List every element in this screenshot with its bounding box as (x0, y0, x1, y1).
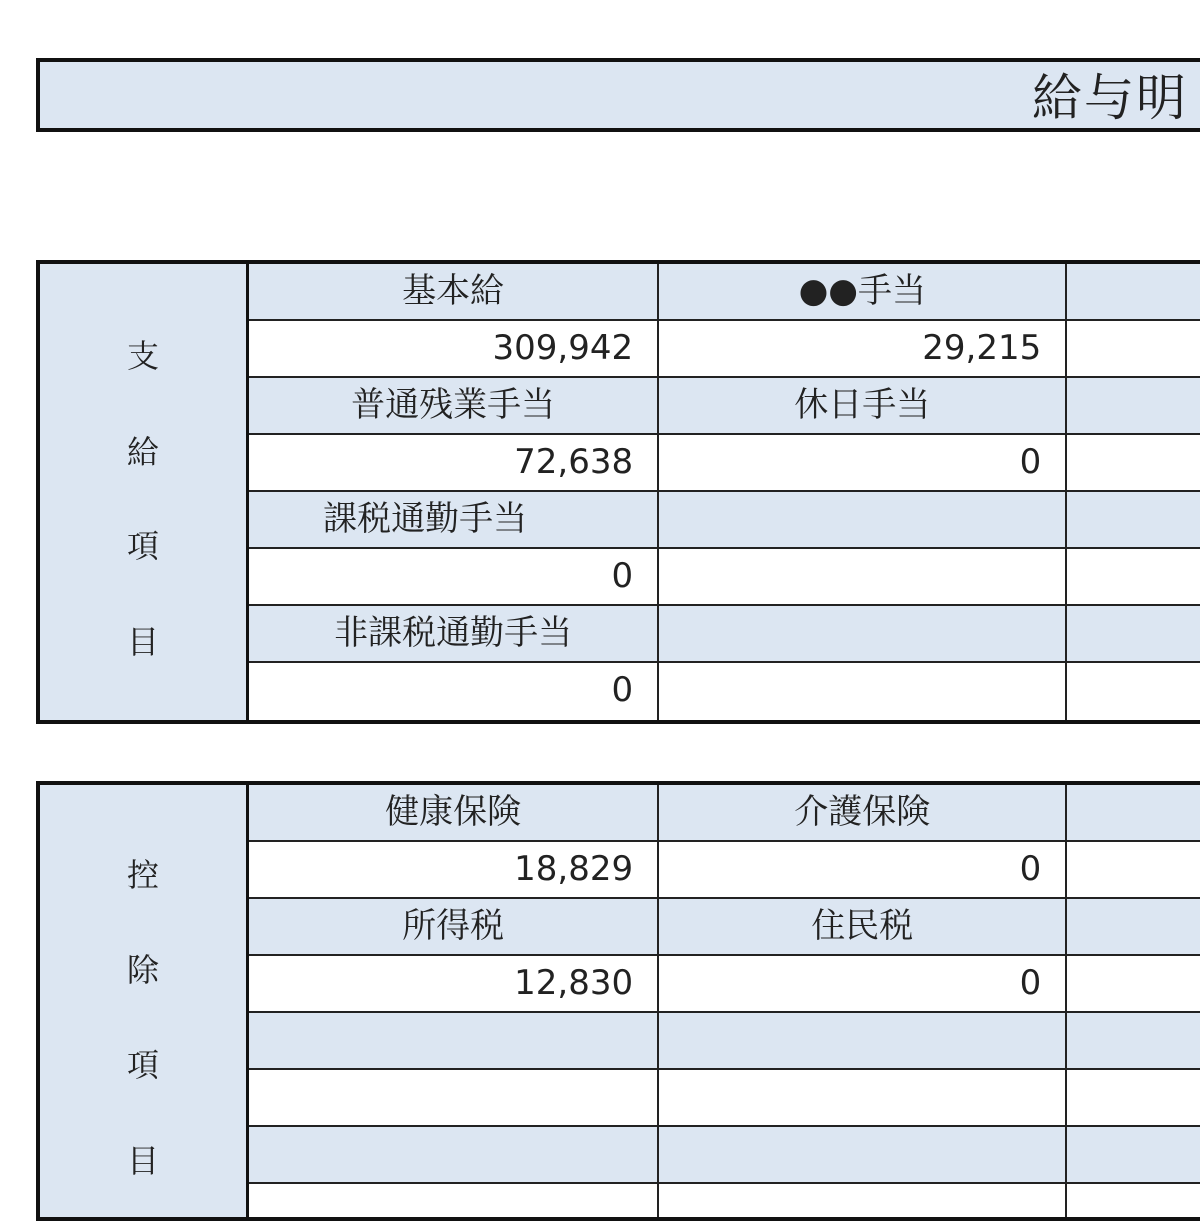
item-value (249, 1184, 659, 1221)
side-char: 目 (126, 623, 159, 661)
item-value (1067, 435, 1200, 492)
item-value: 72,638 (249, 435, 659, 492)
item-value: 0 (659, 435, 1067, 492)
item-value (659, 549, 1067, 606)
label-row (249, 492, 1200, 549)
deduction-grid (249, 785, 1200, 1221)
value-row (249, 842, 1200, 899)
item-value (659, 663, 1067, 720)
item-label (1067, 1127, 1200, 1184)
item-value (1067, 321, 1200, 378)
side-char: 給 (126, 433, 159, 471)
value-row (249, 1184, 1200, 1221)
item-value (1067, 956, 1200, 1013)
item-label: 非課税通勤手当 (249, 606, 659, 663)
value-row (249, 321, 1200, 378)
item-value (1067, 1070, 1200, 1127)
item-value: 0 (249, 549, 659, 606)
label-row (249, 899, 1200, 956)
item-value (659, 1184, 1067, 1221)
item-label (1067, 378, 1200, 435)
item-label (659, 1127, 1067, 1184)
item-label: 普通残業手当 (249, 378, 659, 435)
item-value: 0 (249, 663, 659, 720)
deduction-section (36, 781, 1200, 1221)
item-label: 健康保険 (249, 785, 659, 842)
item-label (1067, 492, 1200, 549)
item-label (659, 1013, 1067, 1070)
item-label (249, 492, 659, 549)
item-label (249, 1127, 659, 1184)
side-char: 控 (126, 856, 159, 894)
item-value: 309,942 (249, 321, 659, 378)
title-bar (36, 58, 1200, 132)
item-value (1067, 549, 1200, 606)
label-row (249, 1127, 1200, 1184)
item-value (1067, 842, 1200, 899)
side-char: 支 (126, 337, 159, 375)
payment-grid (249, 264, 1200, 720)
value-row (249, 435, 1200, 492)
item-label (1067, 899, 1200, 956)
payment-side-label (40, 264, 249, 720)
label-row (249, 264, 1200, 321)
item-label (659, 606, 1067, 663)
side-char: 項 (126, 1046, 159, 1084)
deduction-side-label (40, 785, 249, 1217)
item-value (659, 1070, 1067, 1127)
item-label: 住民税 (659, 899, 1067, 956)
item-value (249, 1070, 659, 1127)
item-label (1067, 1013, 1200, 1070)
side-char: 目 (126, 1142, 159, 1180)
value-row (249, 549, 1200, 606)
item-label (249, 1013, 659, 1070)
item-value: 0 (659, 842, 1067, 899)
item-label-text: 課税通勤手当 (323, 499, 528, 539)
item-label (1067, 606, 1200, 663)
item-label (659, 492, 1067, 549)
item-value: 0 (659, 956, 1067, 1013)
item-value (1067, 1184, 1200, 1221)
payment-section (36, 260, 1200, 724)
item-value: 12,830 (249, 956, 659, 1013)
label-row (249, 606, 1200, 663)
side-char: 項 (126, 527, 159, 565)
value-row (249, 663, 1200, 720)
item-value: 18,829 (249, 842, 659, 899)
item-label (1067, 785, 1200, 842)
item-label: 所得税 (249, 899, 659, 956)
item-label: 基本給 (249, 264, 659, 321)
side-char: 除 (126, 951, 159, 989)
item-value (1067, 663, 1200, 720)
item-label: ●●手当 (659, 264, 1067, 321)
item-label: 介護保険 (659, 785, 1067, 842)
page-title: 給与明 (1032, 69, 1188, 127)
value-row (249, 956, 1200, 1013)
item-label: 休日手当 (659, 378, 1067, 435)
item-value: 29,215 (659, 321, 1067, 378)
label-row (249, 1013, 1200, 1070)
item-label (1067, 264, 1200, 321)
label-row (249, 785, 1200, 842)
label-row (249, 378, 1200, 435)
value-row (249, 1070, 1200, 1127)
